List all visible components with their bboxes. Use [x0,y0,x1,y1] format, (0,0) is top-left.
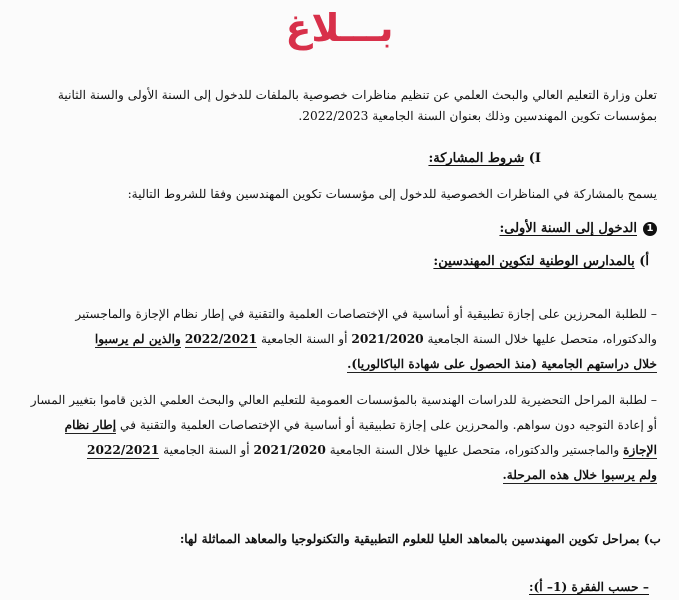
first-year-heading [14,220,657,238]
clause-reference-text: – حسب الفقرة (1– أ): [529,580,649,594]
paragraph-1-line-2 [14,330,657,348]
paragraph-1-line-3-text: خلال دراستهم الجامعية (منذ الحصول على شهادة الباكالوريا). [347,357,657,371]
paragraph-1-line-2-text: والدكتوراه، متحصل عليها خلال السنة الجامعية [427,332,657,346]
year-2021-2020: 2021/2020 [351,332,424,346]
section-1-intro: يسمح بالمشاركة في المناظرات الخصوصية للدخول إلى مؤسسات تكوين المهندسين وفقا للشروط التالية: [127,187,657,201]
intro-line-1: تعلن وزارة التعليم العالي والبحث العلمي عن تنظيم مناظرات خصوصية بالملفات للدخول إلى السنة الأولى والسنة الثانية [57,88,657,102]
paragraph-1-or-year: أو السنة الجامعية [260,332,348,346]
circled-number-one-icon: 1 [643,222,657,236]
sub-a-heading [14,253,649,271]
paragraph-2-line-3-text: والماجستير والدكتوراه، متحصل عليها خلال السنة الجامعية [329,443,620,457]
paragraph-2-line-2 [14,416,657,434]
paragraph-1-line-1: – للطلبة المحرزين على إجازة تطبيقية أو أساسية في الإختصاصات العلمية والتقنية في إطار نظام الإجازة والماجستير [75,307,657,321]
first-year-title: الدخول إلى السنة الأولى: [499,221,637,236]
clause-reference [14,578,649,596]
framework-emphasis: إطار نظام [64,418,117,432]
sub-b-heading: ب) بمراحل تكوين المهندسين بالمعاهد العليا للعلوم التطبيقية والتكنولوجيا والمعاهد المماثلة لها: [179,532,661,546]
not-failed-emphasis: والذين لم يرسبوا [94,332,181,346]
intro-line-2: بمؤسسات تكوين المهندسين وذلك بعنوان السنة الجامعية 2022/2023. [298,109,657,123]
paragraph-2-or-year: أو السنة الجامعية [163,443,250,457]
section-1-title: شروط المشاركة: [428,151,525,166]
paragraph-2-line-2-text: أو إعادة التوجيه دون سواهم. والمحرزين على إجازة تطبيقية أو أساسية في الإختصاصات العلمية والتقنية في [120,418,657,432]
section-1-number: I) [528,151,541,166]
paragraph-2-line-4 [14,466,657,484]
year-2022-2021: 2022/2021 [184,332,258,346]
sub-a-title: بالمدارس الوطنية لتكوين المهندسين: [433,254,635,269]
announcement-title: بـــلاغ [285,6,394,50]
paragraph-1-line-3 [14,355,657,373]
license-emphasis: الإجازة [623,443,657,457]
year-2022-2021-b: 2022/2021 [86,443,160,457]
paragraph-2-line-3 [14,441,657,459]
paragraph-2-line-1: – لطلبة المراحل التحضيرية للدراسات الهندسية بالمؤسسات العمومية للتعليم العالي والبحث العلمي الذين قاموا بتغيير المسار [30,393,657,407]
sub-a-marker: أ) [639,254,649,269]
paragraph-2-line-4-text: ولم يرسبوا خلال هذه المرحلة. [502,468,657,482]
section-1-heading [14,150,541,168]
year-2021-2020-b: 2021/2020 [253,443,326,457]
